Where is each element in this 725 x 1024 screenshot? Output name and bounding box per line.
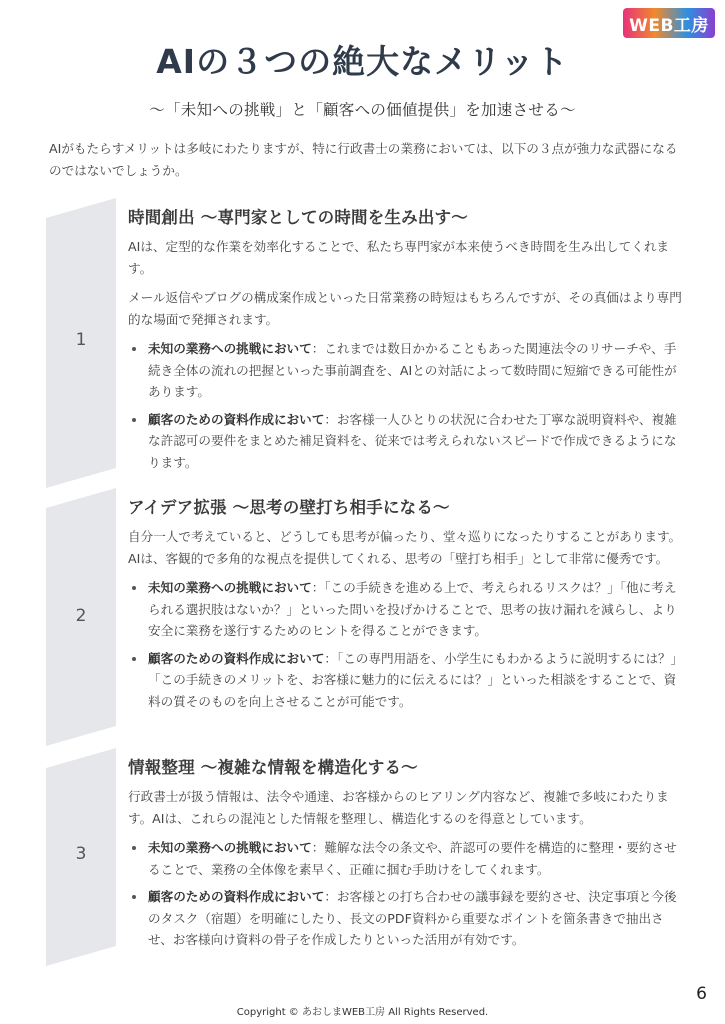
section-paragraph: AIは、定型的な作業を効率化することで、私たち専門家が本来使うべき時間を生み出してくれます。 (128, 239, 670, 276)
bullet-list (128, 837, 683, 951)
section-number-tab (46, 748, 116, 966)
section-title: アイデア拡張 〜思考の壁打ち相手になる〜 (128, 498, 450, 517)
intro-paragraph: AIがもたらすメリットは多岐にわたりますが、特に行政書士の業務においては、以下の３点が強力な武器になるのではないでしょうか。 (49, 141, 678, 178)
brand-logo (623, 8, 715, 38)
section-number: 2 (75, 606, 87, 626)
page-subtitle: 〜「未知への挑戦」と「顧客への価値提供」を加速させる〜 (149, 101, 576, 119)
bullet-text: ：お客様一人ひとりの状況に合わせた丁寧な説明資料や、複雑な許認可の要件をまとめた補足資料を、従来では考えられないスピードで作成できるようになります。 (148, 411, 677, 470)
section-title: 時間創出 〜専門家としての時間を生み出す〜 (128, 208, 468, 227)
section-number-tab (46, 488, 116, 746)
bullet-lead: 未知の業務への挑戦において (148, 840, 312, 855)
section-number: 3 (75, 844, 87, 864)
bullet-item (128, 577, 683, 642)
section-card-1 (46, 198, 686, 488)
bullet-text: ：これまでは数日かかることもあった関連法令のリサーチや、手続き全体の流れの把握といった事前調査を、AIとの対話によって数時間に短縮できる可能性があります。 (148, 341, 677, 399)
section-paragraph: 行政書士が扱う情報は、法令や通達、お客様からのヒアリング内容など、複雑で多岐にわたります。AIは、これらの混沌とした情報を整理し、構造化するのを得意としています。 (128, 789, 669, 826)
section-paragraph: 自分一人で考えていると、どうしても思考が偏ったり、堂々巡りになったりすることがあります。AIは、客観的で多角的な視点を提供してくれる、思考の「壁打ち相手」として非常に優秀です。 (128, 529, 682, 566)
section-card-2 (46, 488, 686, 746)
bullet-lead: 未知の業務への挑戦において (148, 580, 312, 595)
page-title: AIの３つの絶大なメリット (156, 42, 569, 81)
section-number-tab (46, 198, 116, 488)
bullet-text: ：「この専門用語を、小学生にもわかるように説明するには？」「この手続きのメリットを、お客様に魅力的に伝えるには？」といった相談をすることで、資料の質そのものを向上させることが可能です。 (148, 650, 677, 709)
page-number: 6 (696, 984, 707, 1004)
section-content (128, 496, 683, 718)
bullet-item (128, 886, 683, 951)
bullet-lead: 未知の業務への挑戦において (148, 341, 312, 356)
bullet-text: ：難解な法令の条文や、許認可の要件を構造的に整理・要約させることで、業務の全体像を素早く、正確に掴む手助けをしてくれます。 (148, 840, 677, 877)
section-paragraph: メール返信やブログの構成案作成といった日常業務の時短はもちろんですが、その真価はより専門的な場面で発揮されます。 (128, 290, 682, 327)
bullet-item (128, 409, 683, 474)
bullet-list (128, 577, 683, 712)
bullet-lead: 顧客のための資料作成において (148, 889, 325, 904)
bullet-lead: 顧客のための資料作成において (148, 411, 325, 427)
bullet-item (128, 837, 683, 880)
section-title: 情報整理 〜複雑な情報を構造化する〜 (128, 758, 418, 777)
bullet-item (128, 338, 683, 403)
section-number: 1 (75, 330, 87, 350)
section-card-3 (46, 748, 686, 966)
copyright-footer: Copyright © あおしまWEB工房 All Rights Reserved. (236, 1007, 489, 1018)
section-content (128, 206, 683, 479)
bullet-text: ：「この手続きを進める上で、考えられるリスクは？」「他に考えられる選択肢はないか？」といった問いを投げかけることで、思考の抜け漏れを減らし、より安全に業務を遂行するためのヒントを得ることができます。 (148, 580, 677, 638)
bullet-item (128, 648, 683, 713)
brand-logo-text: WEB工房 (629, 15, 709, 36)
section-content (128, 756, 683, 957)
bullet-list (128, 338, 683, 473)
bullet-text: ：お客様との打ち合わせの議事録を要約させ、決定事項と今後のタスク（宿題）を明確にしたり、長文のPDF資料から重要なポイントを箇条書きで抽出させ、お客様向け資料の骨子を作成したりといった活用が有効です。 (148, 889, 677, 947)
bullet-lead: 顧客のための資料作成において (148, 650, 325, 666)
